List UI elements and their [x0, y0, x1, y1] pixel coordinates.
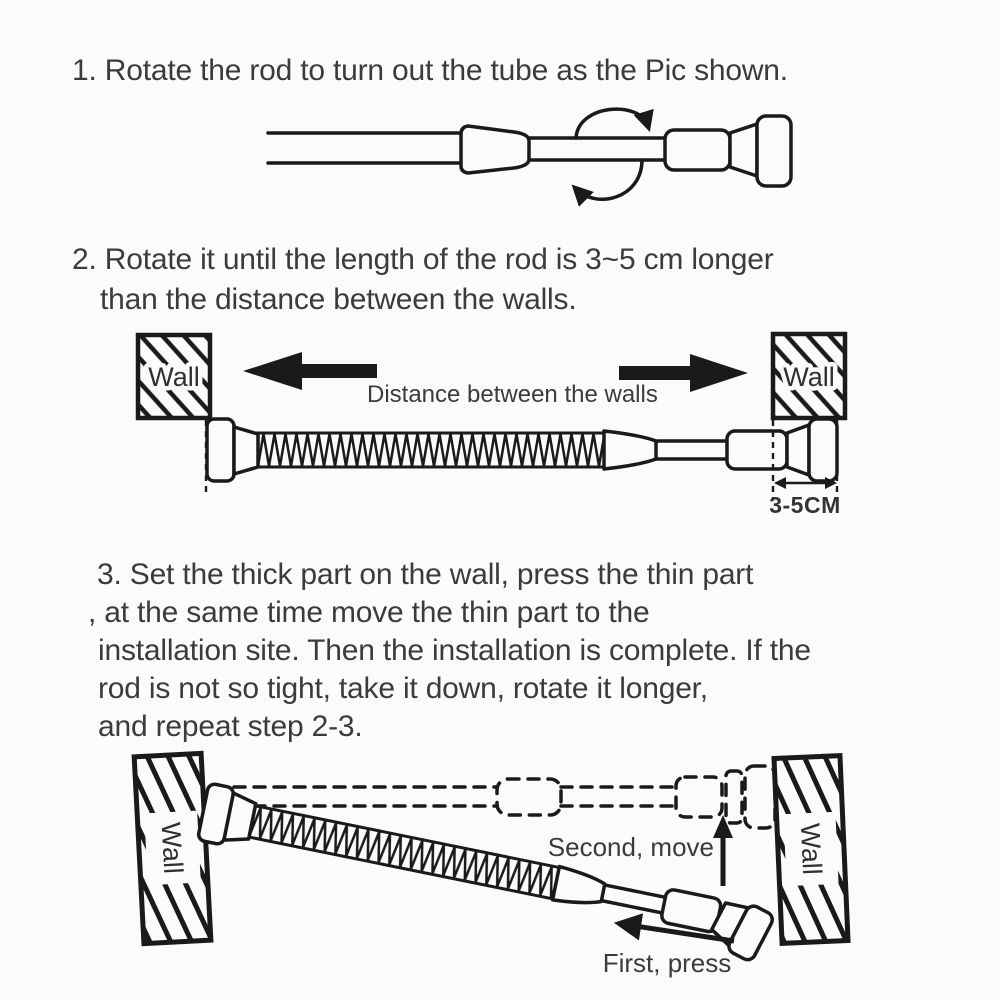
step3-line: installation site. Then the installation is complete. If the	[98, 634, 811, 667]
end-flange	[787, 425, 809, 475]
press-label: First, press	[602, 948, 732, 978]
wall-right	[774, 756, 848, 944]
step1-text	[72, 52, 788, 90]
joint-collar	[461, 126, 529, 173]
phantom-collar	[497, 779, 561, 815]
figure-length-adjustment	[118, 330, 890, 530]
distance-arrow-left	[243, 352, 377, 390]
step3-line: and repeat step 2-3.	[98, 710, 363, 743]
rod-end-cap-left	[207, 419, 234, 481]
rotation-arrow-top	[576, 109, 648, 138]
distance-label: Distance between the walls	[367, 381, 658, 408]
adjuster-cylinder	[665, 130, 730, 170]
wall-left	[138, 335, 210, 418]
phantom-end-cap	[745, 766, 775, 828]
wall-right-label: Wall	[783, 362, 835, 392]
end-cap	[757, 116, 791, 186]
tension-rod-angled	[195, 783, 778, 965]
rod-flange-left	[234, 427, 258, 474]
spring-section	[258, 433, 604, 467]
step3-line: , at the same time move the thin part to the	[88, 596, 650, 629]
tension-rod	[206, 419, 837, 497]
spring-section	[249, 806, 559, 899]
wall-left	[134, 753, 211, 943]
move-arrow-head	[713, 815, 733, 838]
main-tube	[268, 133, 464, 163]
phantom-cylinder	[676, 777, 722, 817]
thin-tube	[656, 441, 727, 459]
wall-left-label: Wall	[148, 362, 200, 392]
figure-rod-rotation	[250, 95, 820, 225]
taper-collar	[604, 431, 656, 469]
rod-end-cap-right	[809, 419, 837, 481]
phantom-flange	[726, 771, 742, 823]
rotation-arrow-bottom	[576, 160, 642, 199]
measure-arrow-left	[774, 477, 786, 489]
step2-line: than the distance between the walls.	[100, 283, 577, 316]
wall-left-label: Wall	[155, 821, 189, 875]
inner-tube	[529, 138, 665, 160]
step2-line: 2. Rotate it until the length of the rod is 3~5 cm longer	[72, 243, 774, 276]
extension-label: 3-5CM	[769, 492, 841, 518]
move-label: Second, move	[547, 832, 714, 862]
taper-collar	[553, 867, 607, 910]
wall-right	[773, 334, 845, 418]
step3-line: rod is not so tight, take it down, rotate it longer,	[98, 672, 708, 705]
step1-line: 1. Rotate the rod to turn out the tube as the Pic shown.	[72, 54, 788, 87]
thin-tube	[601, 885, 665, 913]
adjuster-cylinder	[727, 431, 787, 469]
step3-line: 3. Set the thick part on the wall, press the thin part	[97, 558, 754, 591]
end-flange	[730, 124, 757, 176]
step2-text	[72, 240, 774, 320]
wall-right-label: Wall	[794, 822, 828, 876]
step3-text	[88, 556, 811, 746]
figure-installation	[118, 742, 890, 994]
phantom-thin-tube	[561, 787, 676, 806]
